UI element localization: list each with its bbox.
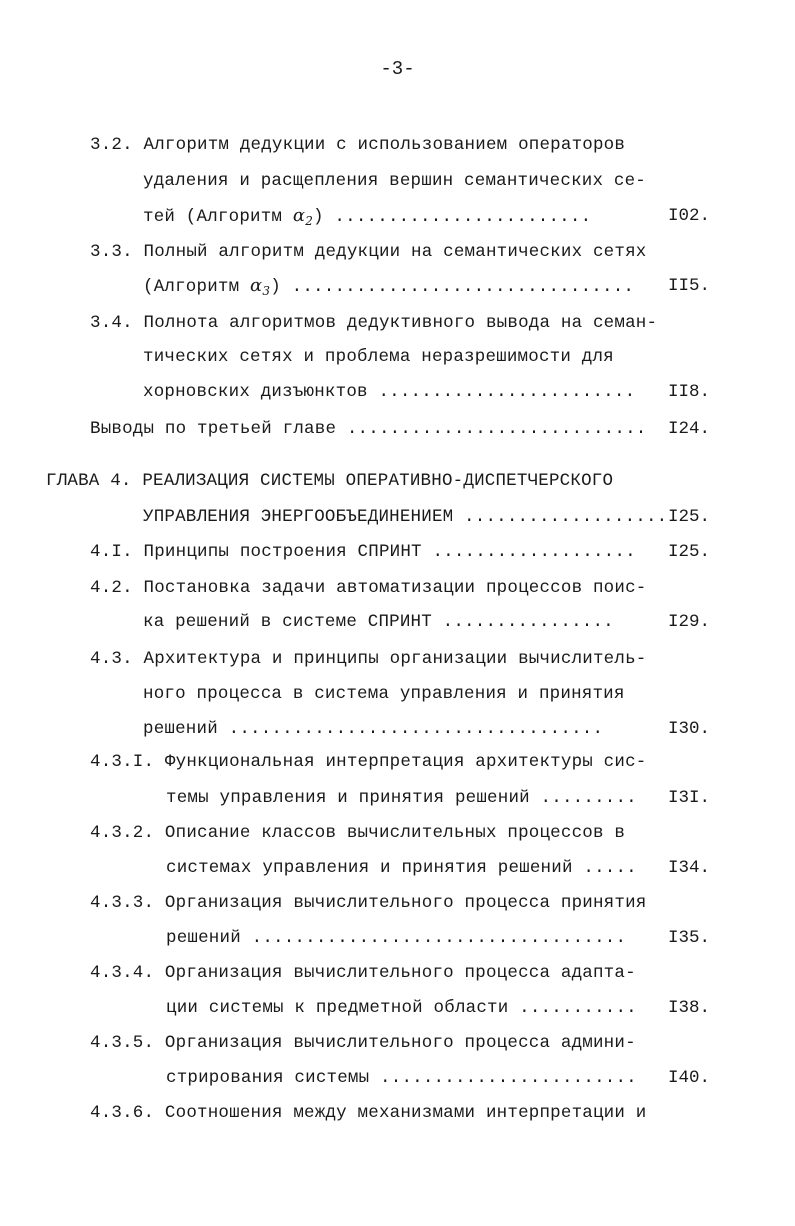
toc-line: Выводы по третьей главе ............................ — [90, 419, 647, 439]
toc-line: решений ................................... — [143, 719, 604, 739]
toc-line: 4.3.3. Организация вычислительного процесса принятия — [90, 893, 647, 913]
alpha-symbol: $\alpha_2$ — [292, 205, 314, 228]
toc-line: 4.3.5. Организация вычислительного процесса админи- — [90, 1033, 636, 1053]
toc-line: 4.2. Постановка задачи автоматизации процессов поис- — [90, 578, 647, 598]
toc-page-number: II8. — [668, 382, 711, 402]
toc-line: темы управления и принятия решений ......... — [166, 788, 637, 808]
toc-page-number: I3I. — [668, 788, 711, 808]
toc-line: 4.3.2. Описание классов вычислительных процессов в — [90, 823, 626, 843]
toc-page-number: I30. — [668, 719, 711, 739]
toc-line: УПРАВЛЕНИЯ ЭНЕРГООБЪЕДИНЕНИЕМ ................... — [143, 507, 668, 527]
toc-line: 4.I. Принципы построения СПРИНТ ................... — [90, 542, 636, 562]
toc-line: удаления и расщепления вершин семантических се- — [143, 171, 646, 191]
toc-line: решений ................................... — [166, 928, 627, 948]
toc-line: тических сетях и проблема неразрешимости для — [143, 347, 614, 367]
toc-leader: ) ........................ — [313, 207, 592, 227]
toc-page-number: I02. — [668, 206, 711, 226]
toc-page-number: I29. — [668, 612, 711, 632]
toc-leader: ) ................................ — [270, 277, 635, 297]
toc-text: (Алгоритм — [143, 277, 240, 297]
toc-line-with-symbol — [143, 204, 591, 233]
toc-page-number: II5. — [668, 276, 711, 296]
toc-line: ка решений в системе СПРИНТ ................ — [143, 612, 614, 632]
toc-line: 4.3.6. Соотношения между механизмами интерпретации и — [90, 1103, 647, 1123]
toc-line-with-symbol — [143, 274, 634, 303]
toc-page-number: I25. — [668, 507, 711, 527]
toc-page-number: I35. — [668, 928, 711, 948]
toc-line: 3.2. Алгоритм дедукции с использованием операторов — [90, 135, 626, 155]
page-number: -3- — [380, 58, 415, 80]
toc-page-number: I40. — [668, 1068, 711, 1088]
toc-page-number: I24. — [668, 419, 711, 439]
toc-line: 4.3. Архитектура и принципы организации вычислитель- — [90, 649, 647, 669]
toc-page-number: I25. — [668, 542, 711, 562]
toc-line: системах управления и принятия решений ..... — [166, 858, 637, 878]
toc-line: ного процесса в система управления и принятия — [143, 684, 625, 704]
toc-line: стрирования системы ........................ — [166, 1068, 637, 1088]
toc-page-number: I34. — [668, 858, 711, 878]
toc-line: ции системы к предметной области ........... — [166, 998, 637, 1018]
toc-page-number: I38. — [668, 998, 711, 1018]
toc-chapter-heading: ГЛАВА 4. РЕАЛИЗАЦИЯ СИСТЕМЫ ОПЕРАТИВНО-ДИСПЕТЧЕРСКОГО — [46, 471, 614, 491]
toc-line: 4.3.I. Функциональная интерпретация архитектуры сис- — [90, 752, 647, 772]
toc-line: 3.3. Полный алгоритм дедукции на семантических сетях — [90, 242, 647, 262]
toc-line: 4.3.4. Организация вычислительного процесса адапта- — [90, 963, 636, 983]
alpha-symbol: $\alpha_3$ — [250, 275, 271, 298]
toc-line: 3.4. Полнота алгоритмов дедуктивного вывода на семан- — [90, 313, 658, 333]
toc-line: хорновских дизъюнктов ........................ — [143, 382, 636, 402]
toc-text: тей (Алгоритм — [143, 207, 283, 227]
